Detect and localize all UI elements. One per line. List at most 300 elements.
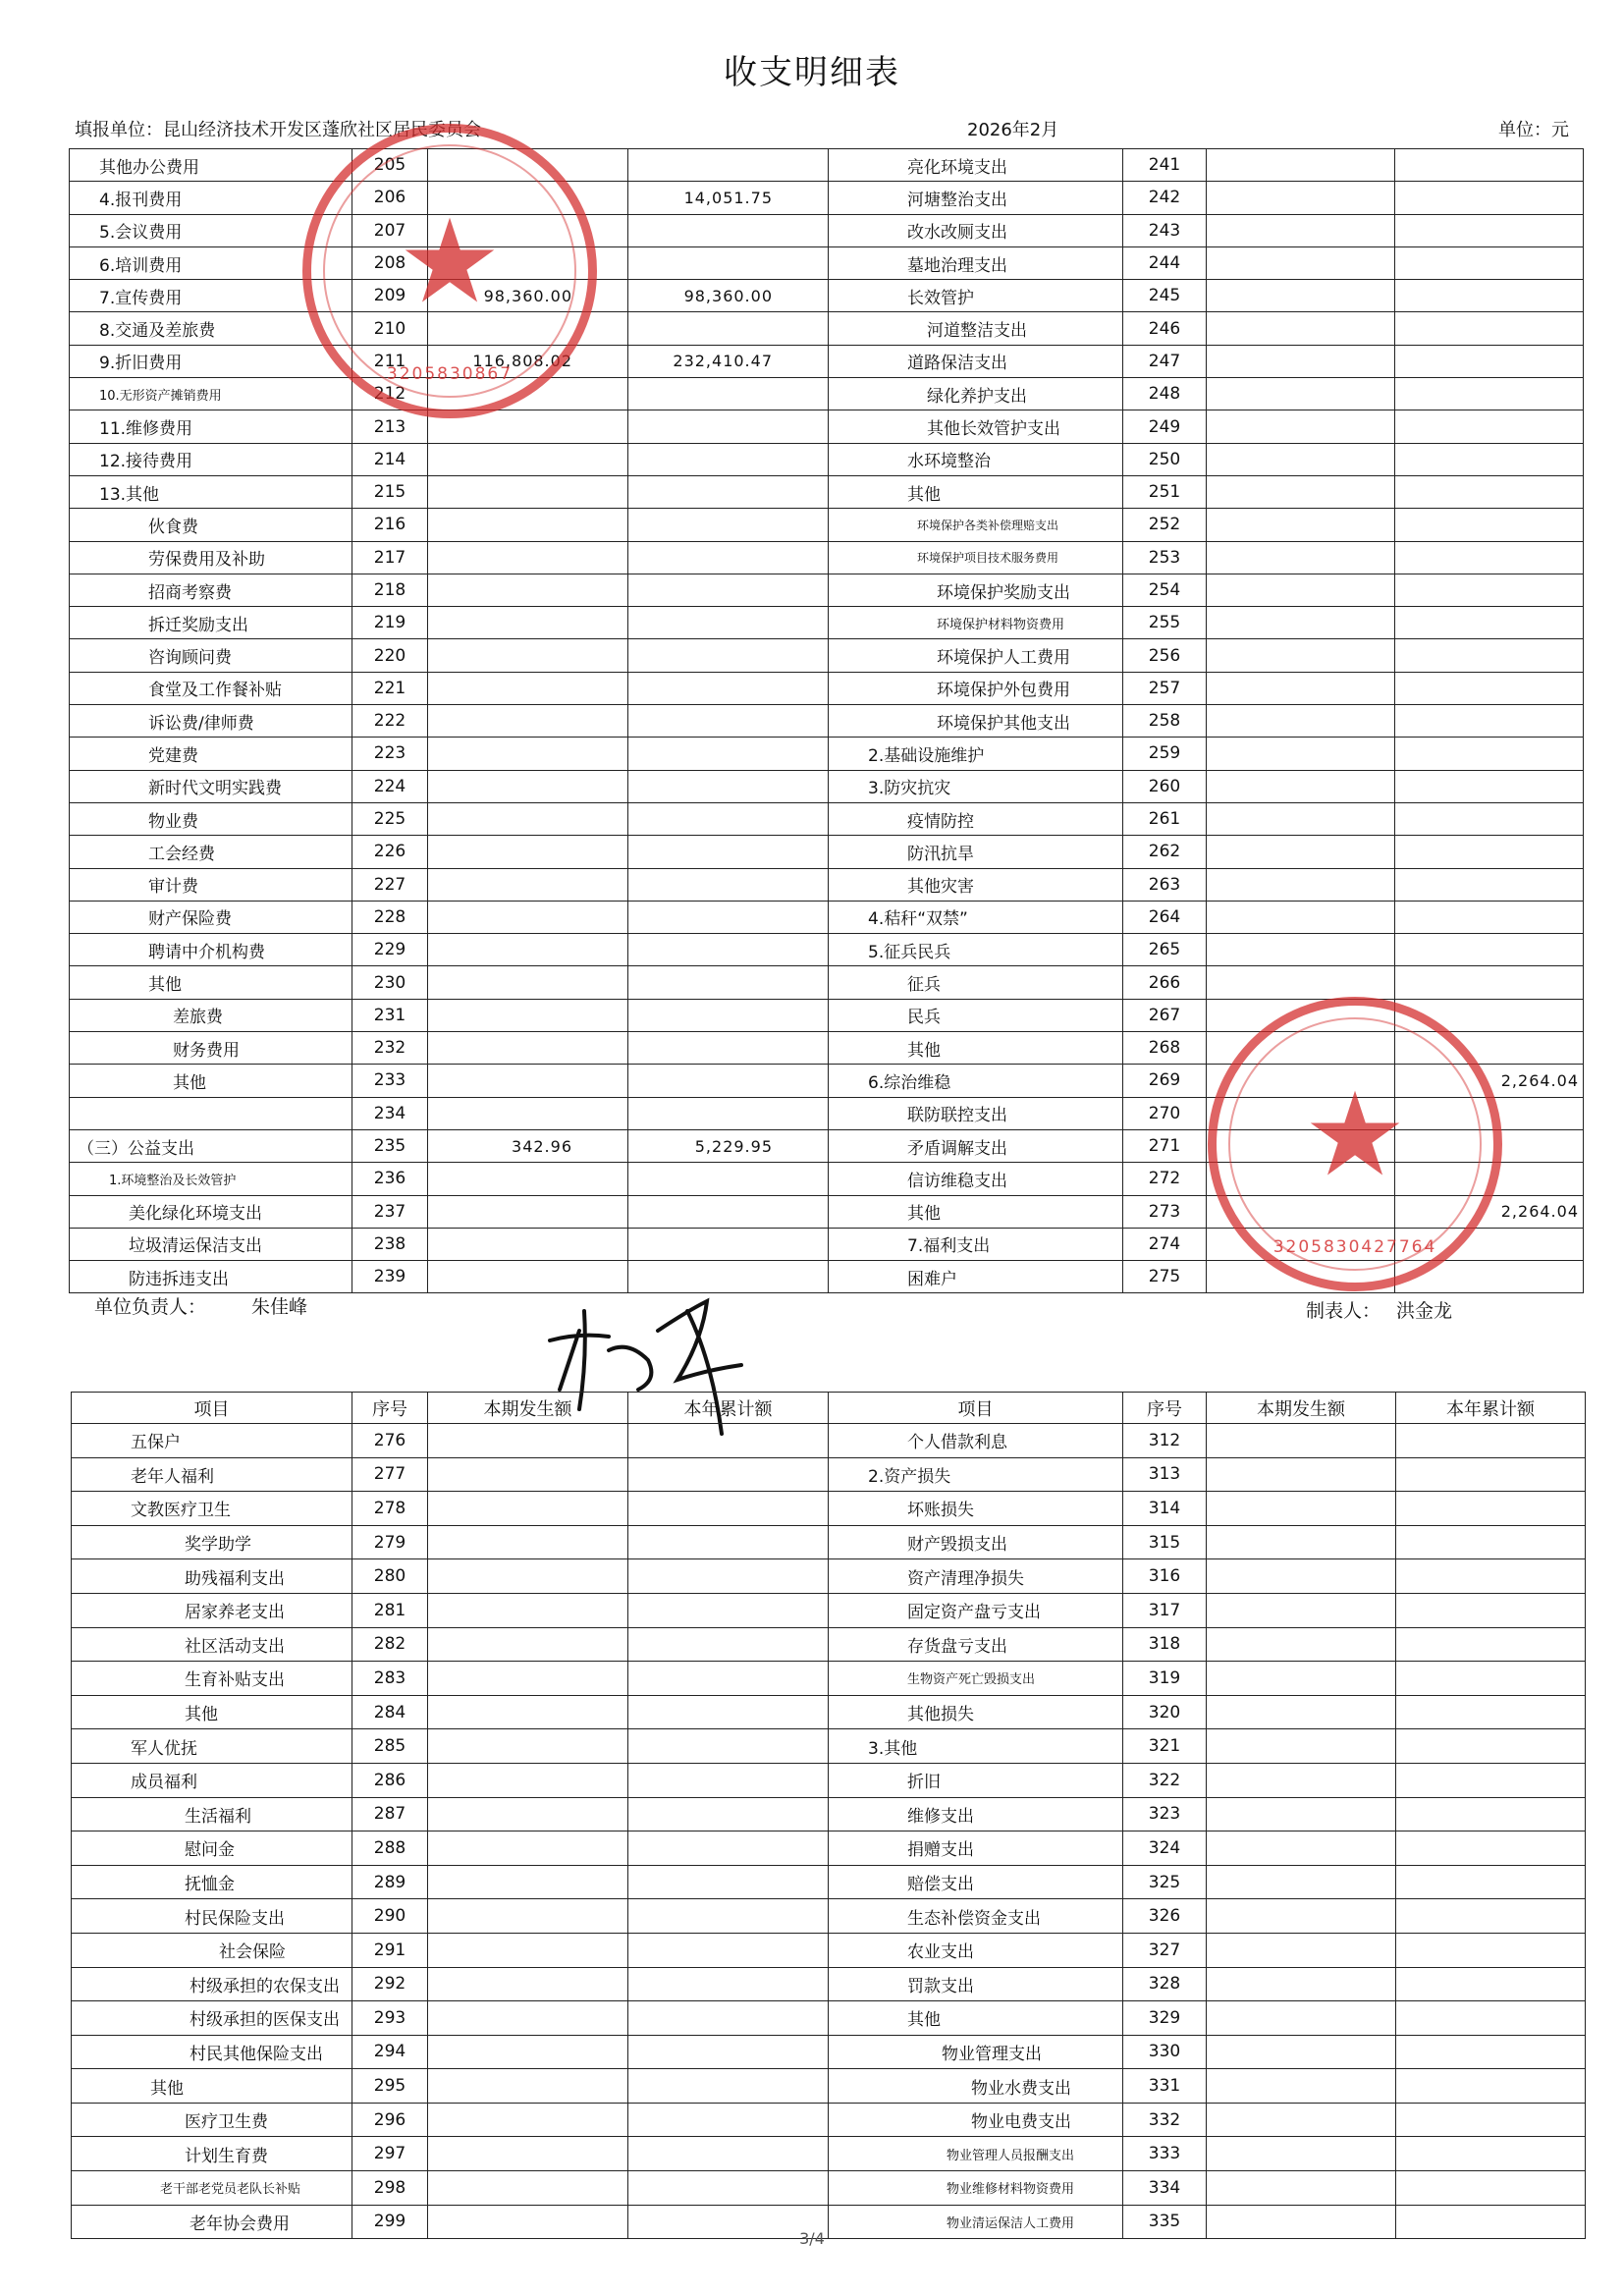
current-amount (428, 1525, 628, 1559)
item-name: 环境保护人工费用 (829, 639, 1123, 672)
item-name: 其他长效管护支出 (829, 410, 1123, 443)
row-number: 222 (352, 705, 428, 738)
row-number: 269 (1123, 1065, 1207, 1097)
report-period: 2026年2月 (967, 120, 1059, 140)
row-number: 215 (352, 475, 428, 508)
ytd-amount (628, 149, 829, 182)
current-amount (1207, 1797, 1396, 1831)
column-header: 本年累计额 (1396, 1393, 1586, 1424)
ytd-amount (1396, 1729, 1586, 1764)
ytd-amount (628, 901, 829, 933)
item-name: 7.福利支出 (829, 1228, 1123, 1260)
current-amount (1207, 574, 1395, 606)
current-amount (428, 1195, 628, 1228)
item-name: 其他灾害 (829, 868, 1123, 901)
row-number: 266 (1123, 966, 1207, 999)
current-amount (1207, 475, 1395, 508)
item-name: 绿化养护支出 (829, 378, 1123, 410)
table-row (72, 1457, 1586, 1492)
row-number: 232 (352, 1032, 428, 1065)
row-number: 281 (352, 1593, 428, 1627)
current-amount (428, 1763, 628, 1797)
ytd-amount (1396, 2069, 1586, 2104)
table-row (70, 280, 1584, 312)
ytd-amount (1395, 607, 1584, 639)
row-number: 317 (1123, 1593, 1207, 1627)
current-amount (1207, 1933, 1396, 1967)
ytd-amount (628, 1195, 829, 1228)
row-number: 219 (352, 607, 428, 639)
ytd-amount (628, 246, 829, 279)
current-amount (428, 738, 628, 770)
item-name: 成员福利 (72, 1763, 352, 1797)
row-number: 334 (1123, 2171, 1207, 2206)
ytd-amount (628, 1662, 829, 1696)
row-number: 228 (352, 901, 428, 933)
current-amount (1207, 966, 1395, 999)
item-name: 11.维修费用 (70, 410, 352, 443)
row-number: 223 (352, 738, 428, 770)
current-amount (1207, 639, 1395, 672)
row-number: 320 (1123, 1695, 1207, 1729)
item-name: 居家养老支出 (72, 1593, 352, 1627)
row-number: 246 (1123, 312, 1207, 345)
item-name: 生物资产死亡毁损支出 (829, 1662, 1123, 1696)
current-amount (428, 2035, 628, 2069)
ytd-amount (628, 2069, 829, 2104)
item-name: 防汛抗旱 (829, 836, 1123, 868)
ytd-amount (628, 1627, 829, 1662)
row-number: 207 (352, 214, 428, 246)
row-number: 290 (352, 1899, 428, 1934)
current-amount (428, 1967, 628, 2001)
item-name: 文教医疗卫生 (72, 1492, 352, 1526)
item-name: 生育补贴支出 (72, 1662, 352, 1696)
row-number: 295 (352, 2069, 428, 2104)
current-amount (428, 443, 628, 475)
row-number: 265 (1123, 934, 1207, 966)
row-number: 225 (352, 802, 428, 835)
ytd-amount (1396, 1492, 1586, 1526)
item-name: 物业维修材料物资费用 (829, 2171, 1123, 2206)
ytd-amount (628, 1933, 829, 1967)
ytd-amount (628, 2001, 829, 2036)
item-name (70, 1097, 352, 1129)
item-name: 村级承担的农保支出 (72, 1967, 352, 2001)
item-name: 亮化环境支出 (829, 149, 1123, 182)
table-row (72, 1559, 1586, 1594)
current-amount (428, 1097, 628, 1129)
row-number: 280 (352, 1559, 428, 1594)
ytd-amount: 232,410.47 (628, 345, 829, 377)
item-name: 其他 (72, 1695, 352, 1729)
table-row (70, 672, 1584, 704)
ytd-amount (628, 378, 829, 410)
current-amount (1207, 1662, 1396, 1696)
current-amount (1207, 443, 1395, 475)
current-amount (1207, 1763, 1396, 1797)
current-amount (428, 1899, 628, 1934)
row-number: 214 (352, 443, 428, 475)
current-amount (1207, 1831, 1396, 1866)
item-name: 美化绿化环境支出 (70, 1195, 352, 1228)
row-number: 328 (1123, 1967, 1207, 2001)
row-number: 237 (352, 1195, 428, 1228)
ytd-amount (1395, 868, 1584, 901)
row-number: 227 (352, 868, 428, 901)
ytd-amount: 2,264.04 (1395, 1065, 1584, 1097)
table-row (70, 607, 1584, 639)
row-number: 297 (352, 2137, 428, 2171)
ytd-amount (628, 1831, 829, 1866)
row-number: 264 (1123, 901, 1207, 933)
current-amount (428, 999, 628, 1031)
row-number: 252 (1123, 509, 1207, 541)
item-name: 党建费 (70, 738, 352, 770)
current-amount (1207, 1492, 1396, 1526)
current-amount: 116,808.02 (428, 345, 628, 377)
row-number: 235 (352, 1129, 428, 1162)
table-row (70, 802, 1584, 835)
row-number: 319 (1123, 1662, 1207, 1696)
current-amount (428, 509, 628, 541)
seal-star-icon: ★ (1303, 1066, 1407, 1202)
item-name: 物业费 (70, 802, 352, 835)
ytd-amount (628, 738, 829, 770)
item-name: 8.交通及差旅费 (70, 312, 352, 345)
ytd-amount (628, 2103, 829, 2137)
ytd-amount (1395, 966, 1584, 999)
current-amount (1207, 607, 1395, 639)
table-row (70, 378, 1584, 410)
row-number: 316 (1123, 1559, 1207, 1594)
row-number: 267 (1123, 999, 1207, 1031)
current-amount (428, 868, 628, 901)
current-amount (1207, 2103, 1396, 2137)
ytd-amount (628, 1763, 829, 1797)
current-amount (1207, 2171, 1396, 2206)
current-amount (428, 705, 628, 738)
item-name: 6.培训费用 (70, 246, 352, 279)
table-row (70, 966, 1584, 999)
row-number: 231 (352, 999, 428, 1031)
current-amount (1207, 672, 1395, 704)
item-name: 奖学助学 (72, 1525, 352, 1559)
item-name: 存货盘亏支出 (829, 1627, 1123, 1662)
item-name: 墓地治理支出 (829, 246, 1123, 279)
ytd-amount (628, 770, 829, 802)
row-number: 261 (1123, 802, 1207, 835)
seal-code: 3205830427764 (1272, 1237, 1437, 1257)
table-row (72, 1492, 1586, 1526)
current-amount (428, 1457, 628, 1492)
item-name: 医疗卫生费 (72, 2103, 352, 2137)
current-amount (428, 2171, 628, 2206)
row-number: 329 (1123, 2001, 1207, 2036)
ytd-amount (1395, 149, 1584, 182)
ytd-amount (1396, 2001, 1586, 2036)
row-number: 244 (1123, 246, 1207, 279)
current-amount (428, 802, 628, 835)
current-amount: 342.96 (428, 1129, 628, 1162)
item-name: 信访维稳支出 (829, 1163, 1123, 1195)
item-name: 9.折旧费用 (70, 345, 352, 377)
ytd-amount (1396, 1695, 1586, 1729)
ytd-amount (628, 574, 829, 606)
ytd-amount (628, 802, 829, 835)
current-amount (1207, 280, 1395, 312)
item-name: 垃圾清运保洁支出 (70, 1228, 352, 1260)
current-amount (428, 901, 628, 933)
current-amount (428, 639, 628, 672)
table-row (70, 574, 1584, 606)
current-amount (1207, 149, 1395, 182)
row-number: 260 (1123, 770, 1207, 802)
row-number: 325 (1123, 1865, 1207, 1899)
ytd-amount (628, 639, 829, 672)
item-name: 其他损失 (829, 1695, 1123, 1729)
item-name: 13.其他 (70, 475, 352, 508)
ytd-amount (628, 312, 829, 345)
current-amount (428, 1032, 628, 1065)
ytd-amount (1396, 1831, 1586, 1866)
current-amount (428, 541, 628, 574)
table-row (72, 1797, 1586, 1831)
item-name: 困难户 (829, 1261, 1123, 1293)
item-name: 资产清理净损失 (829, 1559, 1123, 1594)
current-amount (1207, 1593, 1396, 1627)
current-amount (428, 1228, 628, 1260)
ytd-amount: 2,264.04 (1395, 1195, 1584, 1228)
row-number: 239 (352, 1261, 428, 1293)
row-number: 278 (352, 1492, 428, 1526)
item-name: 其他办公费用 (70, 149, 352, 182)
current-amount (1207, 410, 1395, 443)
current-amount (428, 1065, 628, 1097)
ytd-amount (628, 672, 829, 704)
row-number: 243 (1123, 214, 1207, 246)
table-row (72, 1967, 1586, 2001)
item-name: 五保户 (72, 1424, 352, 1458)
current-amount (1207, 1729, 1396, 1764)
ytd-amount (1395, 475, 1584, 508)
column-header: 本期发生额 (1207, 1393, 1396, 1424)
row-number: 209 (352, 280, 428, 312)
current-amount (1207, 1695, 1396, 1729)
ytd-amount: 14,051.75 (628, 182, 829, 214)
item-name: 农业支出 (829, 1933, 1123, 1967)
current-amount: 98,360.00 (428, 280, 628, 312)
item-name: （三）公益支出 (70, 1129, 352, 1162)
row-number: 277 (352, 1457, 428, 1492)
table-row (72, 2035, 1586, 2069)
column-header: 本年累计额 (628, 1393, 829, 1424)
item-name: 劳保费用及补助 (70, 541, 352, 574)
ytd-amount (628, 2137, 829, 2171)
table-row (72, 1865, 1586, 1899)
ytd-amount: 98,360.00 (628, 280, 829, 312)
item-name: 村民其他保险支出 (72, 2035, 352, 2069)
current-amount (1207, 934, 1395, 966)
item-name: 河塘整治支出 (829, 182, 1123, 214)
ytd-amount (628, 509, 829, 541)
ytd-amount (1396, 1457, 1586, 1492)
ytd-amount (1395, 541, 1584, 574)
item-name: 社区活动支出 (72, 1627, 352, 1662)
current-amount (428, 1163, 628, 1195)
page-number: 3/4 (799, 2229, 825, 2248)
ytd-amount (1395, 802, 1584, 835)
item-name: 老年人福利 (72, 1457, 352, 1492)
item-name: 长效管护 (829, 280, 1123, 312)
item-name: 村级承担的医保支出 (72, 2001, 352, 2036)
item-name: 抚恤金 (72, 1865, 352, 1899)
row-number: 335 (1123, 2205, 1207, 2239)
ytd-amount (1395, 246, 1584, 279)
item-name: 防违拆违支出 (70, 1261, 352, 1293)
row-number: 275 (1123, 1261, 1207, 1293)
item-name: 环境保护各类补偿理赔支出 (829, 509, 1123, 541)
item-name: 审计费 (70, 868, 352, 901)
ytd-amount (628, 999, 829, 1031)
row-number: 205 (352, 149, 428, 182)
item-name: 物业水费支出 (829, 2069, 1123, 2104)
ytd-amount (628, 1424, 829, 1458)
current-amount (1207, 541, 1395, 574)
row-number: 213 (352, 410, 428, 443)
page-title: 收支明细表 (724, 53, 900, 92)
current-amount (428, 2103, 628, 2137)
row-number: 234 (352, 1097, 428, 1129)
ytd-amount (1395, 443, 1584, 475)
ytd-amount (1395, 312, 1584, 345)
row-number: 238 (352, 1228, 428, 1260)
item-name: 改水改厕支出 (829, 214, 1123, 246)
ytd-amount (1396, 2103, 1586, 2137)
row-number: 298 (352, 2171, 428, 2206)
ytd-amount (1395, 509, 1584, 541)
table-row (72, 1729, 1586, 1764)
ytd-amount (628, 1899, 829, 1934)
row-number: 299 (352, 2205, 428, 2239)
item-name: 罚款支出 (829, 1967, 1123, 2001)
item-name: 物业管理支出 (829, 2035, 1123, 2069)
row-number: 284 (352, 1695, 428, 1729)
row-number: 276 (352, 1424, 428, 1458)
item-name: 环境保护其他支出 (829, 705, 1123, 738)
row-number: 330 (1123, 2035, 1207, 2069)
row-number: 254 (1123, 574, 1207, 606)
table-row (70, 836, 1584, 868)
table-row (70, 639, 1584, 672)
ytd-amount (1395, 378, 1584, 410)
ytd-amount (628, 1032, 829, 1065)
ytd-amount (628, 1695, 829, 1729)
row-number: 262 (1123, 836, 1207, 868)
ytd-amount (1396, 1865, 1586, 1899)
ytd-amount (628, 2171, 829, 2206)
current-amount (428, 1662, 628, 1696)
item-name: 12.接待费用 (70, 443, 352, 475)
ytd-amount (1396, 1424, 1586, 1458)
current-amount (1207, 1967, 1396, 2001)
table-row (72, 1627, 1586, 1662)
table-row (72, 1695, 1586, 1729)
item-name: 伙食费 (70, 509, 352, 541)
table-row (70, 182, 1584, 214)
ytd-amount (628, 2035, 829, 2069)
ytd-amount (1395, 770, 1584, 802)
row-number: 321 (1123, 1729, 1207, 1764)
current-amount (1207, 214, 1395, 246)
table-row (72, 1763, 1586, 1797)
table-row (70, 149, 1584, 182)
current-amount (1207, 1525, 1396, 1559)
ytd-amount (1395, 574, 1584, 606)
current-amount (1207, 2001, 1396, 2036)
current-amount (1207, 345, 1395, 377)
row-number: 221 (352, 672, 428, 704)
table-row (72, 1933, 1586, 1967)
item-name: 新时代文明实践费 (70, 770, 352, 802)
item-name: 助残福利支出 (72, 1559, 352, 1594)
item-name: 征兵 (829, 966, 1123, 999)
row-number: 285 (352, 1729, 428, 1764)
row-number: 251 (1123, 475, 1207, 508)
row-number: 293 (352, 2001, 428, 2036)
item-name: 坏账损失 (829, 1492, 1123, 1526)
row-number: 272 (1123, 1163, 1207, 1195)
ytd-amount (1396, 1593, 1586, 1627)
column-header: 项目 (72, 1393, 352, 1424)
item-name: 环境保护材料物资费用 (829, 607, 1123, 639)
current-amount (1207, 182, 1395, 214)
ytd-amount (1396, 2035, 1586, 2069)
ytd-amount (1395, 738, 1584, 770)
ytd-amount (628, 1228, 829, 1260)
ytd-amount (1396, 1559, 1586, 1594)
column-header: 序号 (352, 1393, 428, 1424)
ytd-amount (628, 1097, 829, 1129)
row-number: 312 (1123, 1424, 1207, 1458)
table-row (70, 934, 1584, 966)
item-name: 财产保险费 (70, 901, 352, 933)
item-name: 7.宣传费用 (70, 280, 352, 312)
current-amount (428, 2001, 628, 2036)
table-row (70, 868, 1584, 901)
current-amount (1207, 901, 1395, 933)
row-number: 216 (352, 509, 428, 541)
item-name: 2.资产损失 (829, 1457, 1123, 1492)
ytd-amount (628, 1525, 829, 1559)
table-row (72, 1899, 1586, 1934)
item-name: 食堂及工作餐补贴 (70, 672, 352, 704)
official-seal-left (302, 124, 597, 418)
ytd-amount (1396, 1627, 1586, 1662)
ytd-amount (1395, 345, 1584, 377)
table-row (72, 1593, 1586, 1627)
item-name: 道路保洁支出 (829, 345, 1123, 377)
item-name: 物业管理人员报酬支出 (829, 2137, 1123, 2171)
item-name: 折旧 (829, 1763, 1123, 1797)
item-name: 物业清运保洁人工费用 (829, 2205, 1123, 2239)
current-amount (1207, 2137, 1396, 2171)
ytd-amount (628, 541, 829, 574)
ytd-amount (628, 1065, 829, 1097)
current-amount (1207, 2035, 1396, 2069)
ytd-amount (1395, 934, 1584, 966)
maker-label: 制表人： (1306, 1300, 1381, 1322)
